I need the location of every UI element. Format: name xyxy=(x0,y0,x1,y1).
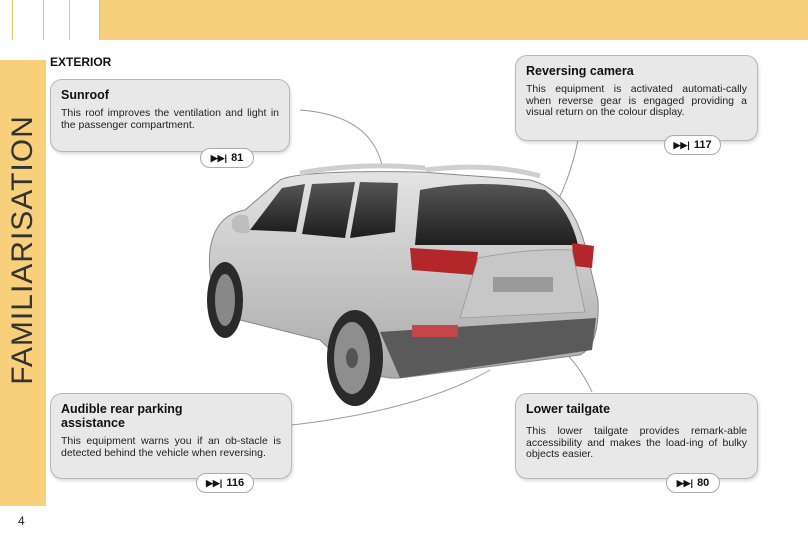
ref-number: 81 xyxy=(231,152,244,164)
section-title: EXTERIOR xyxy=(50,55,112,69)
callout-reversing-camera xyxy=(515,55,758,141)
skip-forward-icon: ▶▶| xyxy=(673,139,690,150)
page-number: 4 xyxy=(18,514,25,528)
callout-lower-tailgate xyxy=(515,393,758,479)
skip-forward-icon: ▶▶| xyxy=(210,152,228,163)
callout-sunroof xyxy=(50,79,290,152)
callout-sunroof-text: This roof improves the ventilation and light in the passenger compartment. xyxy=(61,107,279,131)
skip-forward-icon: ▶▶| xyxy=(676,477,694,488)
callout-parking-title: Audible rear parking assistance xyxy=(61,402,183,430)
callout-tailgate-text: This lower tailgate provides remark-able accessibility and makes the load-ing of bulky objects easier. xyxy=(526,425,747,460)
ref-number: 117 xyxy=(693,139,712,151)
ref-number: 116 xyxy=(226,477,245,489)
callout-camera-title: Reversing camera xyxy=(526,64,634,78)
ref-link-parking-assistance[interactable] xyxy=(196,473,254,493)
callout-parking-assistance xyxy=(50,393,292,479)
ref-number: 80 xyxy=(697,477,710,489)
skip-forward-icon: ▶▶| xyxy=(205,477,223,488)
side-title-text: FAMILIARISATION xyxy=(6,115,39,385)
callout-tailgate-title: Lower tailgate xyxy=(526,402,611,416)
ref-link-reversing-camera[interactable] xyxy=(664,135,721,155)
leader-line-sunroof xyxy=(300,110,382,165)
callout-parking-text: This equipment warns you if an ob-stacle is detected behind the vehicle when reversing. xyxy=(61,435,281,459)
callout-sunroof-title: Sunroof xyxy=(61,88,109,102)
ref-link-sunroof[interactable] xyxy=(200,148,254,168)
ref-link-lower-tailgate[interactable] xyxy=(666,473,720,493)
callout-camera-text: This equipment is activated automati-cally when reverse gear is engaged providing a visual return on the colour display. xyxy=(526,83,747,118)
